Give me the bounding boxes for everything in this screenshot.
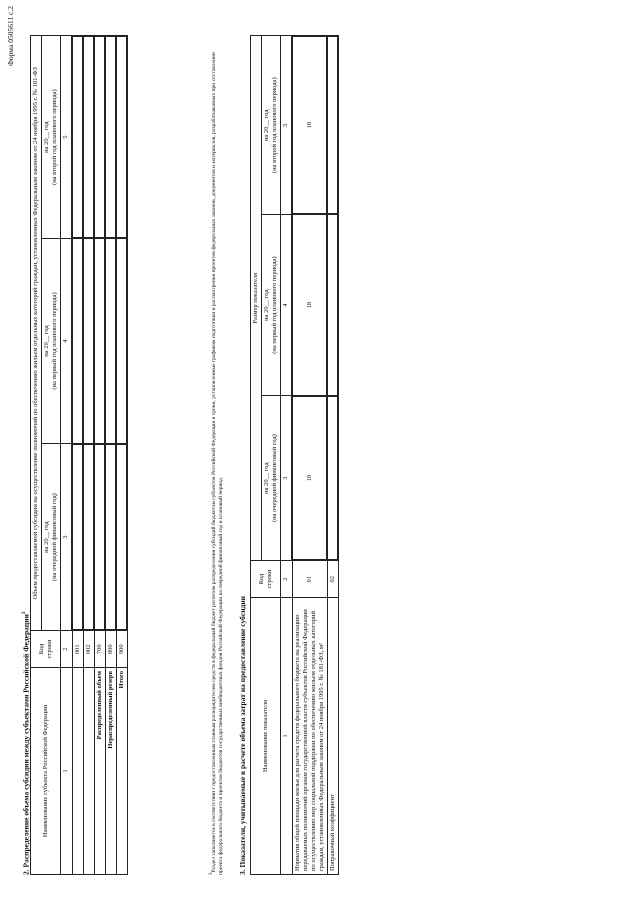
- s3-header-year3-label: на 20__ год: [263, 109, 270, 141]
- footnote-mark: 3: [209, 872, 214, 875]
- s2-row-name: [72, 668, 83, 875]
- s3-row-value-cell[interactable]: 18: [292, 36, 327, 214]
- s2-row-value-cell[interactable]: [105, 444, 116, 631]
- s2-row-value-cell[interactable]: [83, 36, 94, 238]
- s2-row-value-cell[interactable]: [105, 238, 116, 443]
- s3-header-size-group: Размер показателя: [251, 36, 262, 561]
- s3-row-value-cell[interactable]: [327, 36, 338, 214]
- s2-header-year3-sub: (на второй год планового периода): [51, 89, 58, 185]
- table-row: [292, 36, 327, 875]
- s3-header-year1: [262, 396, 281, 561]
- s2-row-value-cell[interactable]: [94, 444, 105, 631]
- section2-title-text: 2. Распределение объема субсидии между субъектами Российской Федерации: [21, 614, 31, 875]
- table-row: [116, 36, 127, 875]
- section2-title: [20, 612, 31, 875]
- table-row: [105, 36, 116, 875]
- s2-header-year2-sub: (на первый год планового периода): [51, 292, 58, 390]
- s3-colnum-3: 3: [281, 396, 293, 561]
- s2-header-year3-label: на 20__ год: [43, 121, 50, 153]
- s3-header-year3: [262, 36, 281, 214]
- s2-colnum-5: 5: [61, 36, 73, 238]
- section2-footnote: [208, 35, 225, 875]
- s3-row-value-cell[interactable]: 18: [292, 214, 327, 395]
- s3-header-year2-label: на 20__ год: [263, 289, 270, 321]
- s2-row-name: [83, 668, 94, 875]
- s2-row-name: Распределенный объем: [94, 668, 105, 875]
- s3-row-code: 01: [292, 561, 327, 598]
- s2-row-value-cell[interactable]: [72, 238, 83, 443]
- s2-header-subject: Наименование субъекта Российской Федерации: [31, 668, 61, 875]
- s2-header-volume-group: Объем предоставляемой субсидии на осуществление полномочий по обеспечению жильем отдельных категорий граждан, установленных Федеральным законом от 24 ноября 1995 г. № 181-ФЗ: [31, 36, 42, 631]
- s3-row-code: 02: [327, 561, 338, 598]
- s2-row-code: 900: [116, 631, 127, 668]
- s2-row-value-cell[interactable]: [116, 444, 127, 631]
- s2-header-year2: [42, 238, 61, 443]
- s3-header-name: Наименование показателя: [251, 598, 281, 875]
- table-row: [83, 36, 94, 875]
- s2-row-name: Итого: [116, 668, 127, 875]
- s3-row-value-cell[interactable]: [327, 396, 338, 561]
- footnote-text: Раздел заполняется в соответствии с предоставленным главным распорядителем средств в федеральный бюджет расчетом распределения субсидий бюджетам субъектов Российской Федерации в сроки, установленные графиком подготовки и рассмотрения проектов федеральных законов, документов и материалов, разрабатываемых при составлении проекта федерального бюджета и проектов бюджетов государственных внебюджетных фондов Российской Федерации на очередной финансовый год и плановый период.: [210, 52, 224, 875]
- s2-colnum-1: 1: [61, 668, 73, 875]
- s2-header-code: Код строки: [31, 631, 61, 668]
- s3-row-value-cell[interactable]: [327, 214, 338, 395]
- s3-row-name: Поправочный коэффициент: [327, 598, 338, 875]
- table-row: [94, 36, 105, 875]
- s2-header-year1: [42, 444, 61, 631]
- s2-row-value-cell[interactable]: [94, 36, 105, 238]
- s2-colnum-4: 4: [61, 238, 73, 443]
- s2-row-value-cell[interactable]: [72, 36, 83, 238]
- s2-row-name: Нераспределенный резерв: [105, 668, 116, 875]
- section3-title: 3. Показатели, учитываемые в расчете объема затрат на предоставление субсидии: [238, 596, 247, 875]
- section3-table: [250, 35, 339, 875]
- s3-header-year2: [262, 214, 281, 395]
- s3-row-value-cell[interactable]: 18: [292, 396, 327, 561]
- s3-column-numbers-row: [281, 36, 293, 875]
- s2-header-year1-label: на 20__ год: [43, 521, 50, 553]
- s3-header-year1-label: на 20__ год: [263, 462, 270, 494]
- s2-row-value-cell[interactable]: [116, 238, 127, 443]
- s3-header-year2-sub: (на первый год планового периода): [271, 256, 278, 354]
- s2-row-value-cell[interactable]: [105, 36, 116, 238]
- s2-row-value-cell[interactable]: [94, 238, 105, 443]
- table-row: [327, 36, 338, 875]
- s2-row-code: 700: [94, 631, 105, 668]
- s2-row-value-cell[interactable]: [83, 238, 94, 443]
- s3-header-code: Код строки: [251, 561, 281, 598]
- s2-header-year3: [42, 36, 61, 238]
- s2-row-value-cell[interactable]: [83, 444, 94, 631]
- s3-colnum-2: 2: [281, 561, 293, 598]
- s2-column-numbers-row: [61, 36, 73, 875]
- s2-row-value-cell[interactable]: [116, 36, 127, 238]
- s3-header-year1-sub: (на очередной финансовый год): [271, 434, 278, 523]
- s3-colnum-5: 5: [281, 36, 293, 214]
- s2-row-code: 001: [72, 631, 83, 668]
- s2-header-year1-sub: (на очередной финансовый год): [51, 493, 58, 582]
- s3-colnum-4: 4: [281, 214, 293, 395]
- form-label: Форма 0505611 с.2: [6, 6, 15, 67]
- s3-row-name: Норматив общей площади жилья для расчета средств федерального бюджета на реализацию передаваемых полномочий органам государственной власти субъектов Российской Федерации по осуществлению мер социальной поддержки по обеспечению жильем отдельных категорий граждан, установленных Федеральным законом от 24 ноября 1995 г. № 181-ФЗ, м²: [292, 598, 327, 875]
- s2-colnum-3: 3: [61, 444, 73, 631]
- s2-header-year2-label: на 20__ год: [43, 325, 50, 357]
- s2-row-code: 002: [83, 631, 94, 668]
- section2-table: [30, 35, 128, 875]
- table-row: [72, 36, 83, 875]
- s2-row-code: 800: [105, 631, 116, 668]
- s2-colnum-2: 2: [61, 631, 73, 668]
- section2-title-footnote-mark: 3: [22, 611, 27, 615]
- s2-row-value-cell[interactable]: [72, 444, 83, 631]
- s3-header-year3-sub: (на второй год планового периода): [271, 77, 278, 174]
- s3-colnum-1: 1: [281, 598, 293, 875]
